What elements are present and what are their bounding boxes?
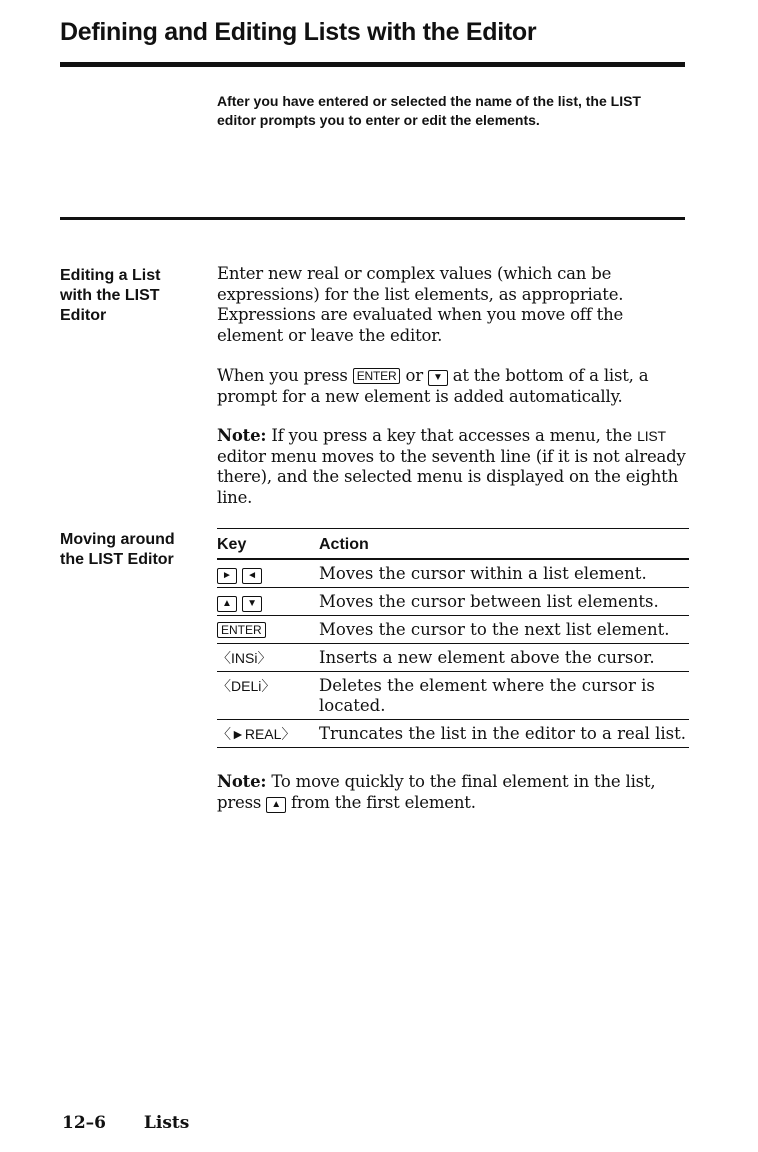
intro-text: After you have entered or selected the name of the list, the LIST editor prompts you to enter or edit the elements. — [217, 93, 641, 128]
note-text: To move quickly to the final element in the list, press — [217, 772, 656, 812]
heading-line: the LIST Editor — [60, 551, 174, 568]
enter-key-paragraph — [217, 366, 692, 407]
note-text: from the first element. — [290, 792, 476, 812]
enter-key: ENTER — [217, 622, 266, 638]
menu-name: LIST — [637, 428, 666, 444]
menu-note — [217, 426, 692, 508]
table-row — [217, 616, 689, 644]
final-note — [217, 772, 692, 813]
key-action-table — [217, 528, 689, 748]
key-cell — [217, 720, 319, 748]
action-cell: Moves the cursor between list elements. — [319, 588, 689, 616]
key-cell — [217, 588, 319, 616]
left-arrow-key-icon: ◄ — [242, 568, 262, 584]
table-row — [217, 644, 689, 672]
action-cell: Moves the cursor to the next list element. — [319, 616, 689, 644]
section-heading-editing — [60, 266, 200, 326]
enter-key: ENTER — [353, 368, 401, 384]
note-label: Note: — [217, 772, 267, 791]
heading-line: Editing a List — [60, 267, 161, 284]
table-row — [217, 672, 689, 720]
key-cell — [217, 616, 319, 644]
para-text: or — [405, 366, 423, 385]
editing-paragraph: Enter new real or complex values (which can be expressions) for the list elements, as appropriate. Expressions are evaluated when you move off the element or leave the editor. — [217, 264, 624, 345]
chapter-name: Lists — [143, 1113, 190, 1133]
down-arrow-key-icon: ▼ — [428, 370, 448, 386]
key-cell — [217, 559, 319, 588]
up-arrow-key-icon: ▲ — [217, 596, 237, 612]
para-text: When you press — [217, 366, 348, 385]
up-arrow-key-icon: ▲ — [266, 797, 286, 813]
action-cell: Deletes the element where the cursor is located. — [319, 672, 689, 720]
insi-menu-key: 〈INSi〉 — [217, 650, 272, 666]
section-heading-moving — [60, 530, 200, 570]
real-menu-key: 〈►REAL〉 — [217, 726, 296, 742]
note-text: editor menu moves to the seventh line (if it is not already there), and the selected menu is displayed on the eighth line. — [217, 446, 686, 507]
key-cell — [217, 672, 319, 720]
column-header-action: Action — [319, 529, 689, 560]
note-text: If you press a key that accesses a menu, the — [271, 426, 633, 445]
para-text: at the bottom of a list, a prompt for a new element is added automatically. — [217, 366, 649, 406]
action-cell: Truncates the list in the editor to a real list. — [319, 720, 689, 748]
table-row — [217, 559, 689, 588]
page-title: Defining and Editing Lists with the Editor — [60, 18, 537, 46]
page-footer — [62, 1113, 189, 1133]
heading-rule — [60, 62, 685, 67]
note-label: Note: — [217, 426, 267, 445]
key-cell — [217, 644, 319, 672]
page-number: 12–6 — [62, 1113, 106, 1133]
heading-line: with the LIST — [60, 287, 160, 304]
heading-line: Moving around — [60, 531, 175, 548]
column-header-key: Key — [217, 529, 319, 560]
table-row — [217, 720, 689, 748]
heading-line: Editor — [60, 307, 107, 324]
action-cell: Moves the cursor within a list element. — [319, 559, 689, 588]
right-arrow-key-icon: ► — [217, 568, 237, 584]
table-row — [217, 588, 689, 616]
deli-menu-key: 〈DELi〉 — [217, 678, 276, 694]
down-arrow-key-icon: ▼ — [242, 596, 262, 612]
action-cell: Inserts a new element above the cursor. — [319, 644, 689, 672]
section-rule — [60, 217, 685, 220]
